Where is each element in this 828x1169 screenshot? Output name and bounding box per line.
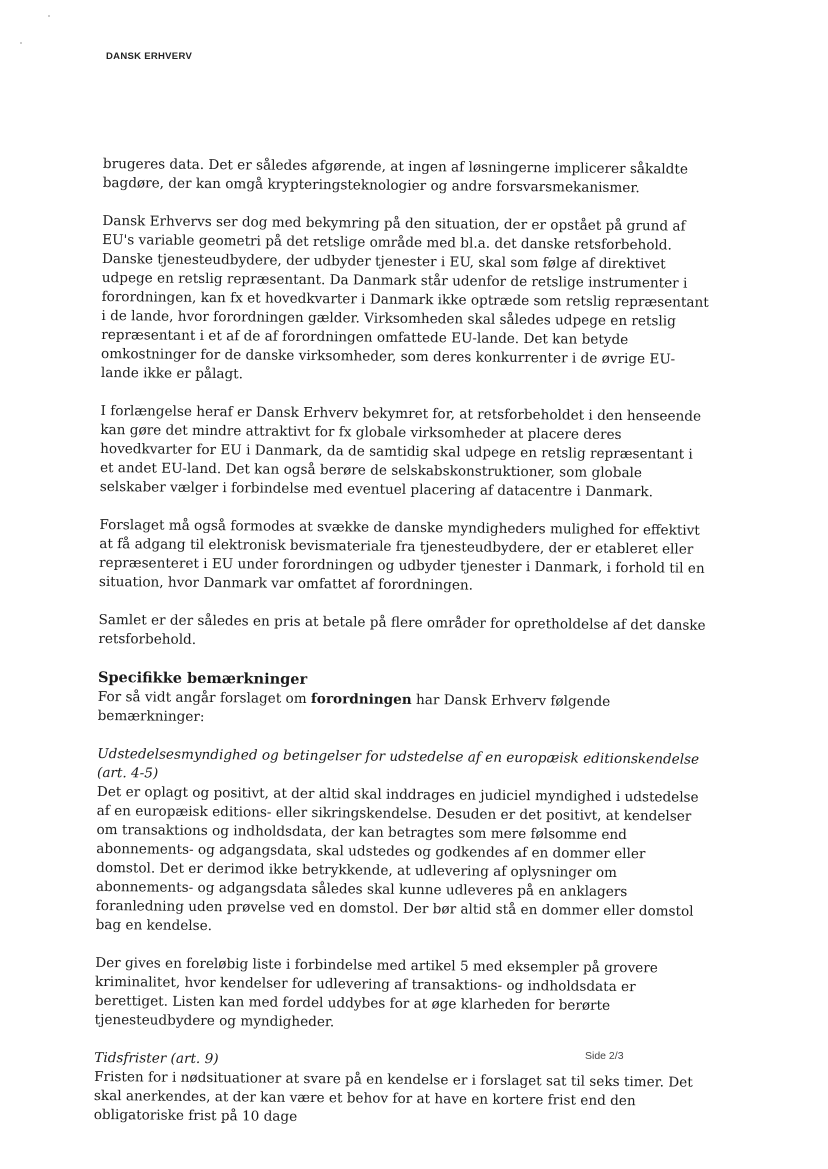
- paragraph: Dansk Erhvervs ser dog med bekymring på den situation, der er opstået på grund af EU's variable geometri på det retslige område med bl.a. det danske retsforbehold. Danske tjenesteudbydere, der udbyder tjenester i EU, skal som følge af direktivet udpege en retslig repræsentant. Da Danmark står udenfor de retslige instrumenter i forordningen, kan fx et hovedkvarter i Danmark ikke optræde som retslig repræsentant i de lande, hvor forordningen gælder. Virksomheden skal således udpege en retslig repræsentant i et af de af forordningen omfattede EU-lande. Det kan betyde omkostninger for de danske virksomheder, som deres konkurrenter i de øvrige EU-lande ikke er pålagt.: [100, 212, 709, 383]
- section-title: Specifikke bemærkninger: [97, 668, 308, 688]
- subsection-heading: Tidsfrister (art. 9): [94, 1049, 219, 1068]
- paragraph: Samlet er der således en pris at betale på flere områder for opretholdelse af det danske retsforbehold.: [98, 611, 706, 648]
- document-body: [94, 155, 713, 1150]
- intro-suffix: har Dansk Erhverv følgende bemærkninger:: [97, 691, 611, 725]
- paragraph: brugeres data. Det er således afgørende, at ingen af løsningerne implicerer såkaldte bagdøre, der kan omgå krypteringsteknologier og andre forsvarsmekanismer.: [102, 155, 688, 197]
- scan-speck: [20, 42, 22, 44]
- section-intro: [98, 688, 708, 732]
- paragraph: Det er oplagt og positivt, at der altid skal inddrages en judiciel myndighed i udstedelse af en europæisk editions- eller sikringskendelse. Desuden er det positivt, at kendelser om transaktions og indholdsdata, der kan betragtes som mere følsomme end abonnements- og adgangsdata, skal udstedes og godkendes af en dommer eller domstol. Det er derimod ikke betrykkende, at udlevering af oplysninger om abonnements- og adgangsdata således skal kunne udleveres på en anklagers foranledning uden prøvelse ved en domstol. Der bør altid stå en dommer eller domstol bag en kendelse.: [95, 783, 699, 935]
- subsection-heading: Udstedelsesmyndighed og betingelser for udstedelse af en europæisk editionskendelse (art. 4-5): [96, 745, 700, 782]
- intro-prefix: For så vidt angår forslaget om: [97, 688, 312, 708]
- org-header: DANSK ERHVERV: [106, 51, 193, 62]
- paragraph: I forlængelse heraf er Dansk Erhverv bekymret for, at retsforbeholdet i den henseende kan gøre det mindre attraktivt for fx globale virksomheder at placere deres hovedkvarter for EU i Danmark, da de samtidig skal udpege en retslig repræsentant i et andet EU-land. Det kan også berøre de selskabskonstruktioner, som globale selskaber vælger i forbindelse med eventuel placering af datacentre i Danmark.: [99, 402, 702, 501]
- paragraph: Forslaget må også formodes at svække de danske myndigheders mulighed for effektivt at få adgang til elektronisk bevismateriale fra tjenesteudbydere, der er etableret eller repræsenteret i EU under forordningen og udbyder tjenester i Danmark, i forhold til en situation, hvor Danmark var omfattet af forordningen.: [98, 516, 705, 594]
- scan-speck: [48, 15, 50, 17]
- intro-bold: forordningen: [310, 691, 412, 708]
- paragraph: Der gives en foreløbig liste i forbindelse med artikel 5 med eksempler på grovere kriminalitet, hvor kendelser for udlevering af transaktions- og indholdsdata er berettiget. Listen kan med fordel uddybes for at øge klarheden for berørte tjenesteudbydere og myndigheder.: [94, 954, 658, 1031]
- paragraph: Fristen for i nødsituationer at svare på en kendelse er i forslaget sat til seks timer. Det skal anerkendes, at der kan være et behov for at have en kortere frist end den obligatoriske frist på 10 dage: [93, 1068, 693, 1125]
- page-number: Side 2/3: [585, 1050, 624, 1062]
